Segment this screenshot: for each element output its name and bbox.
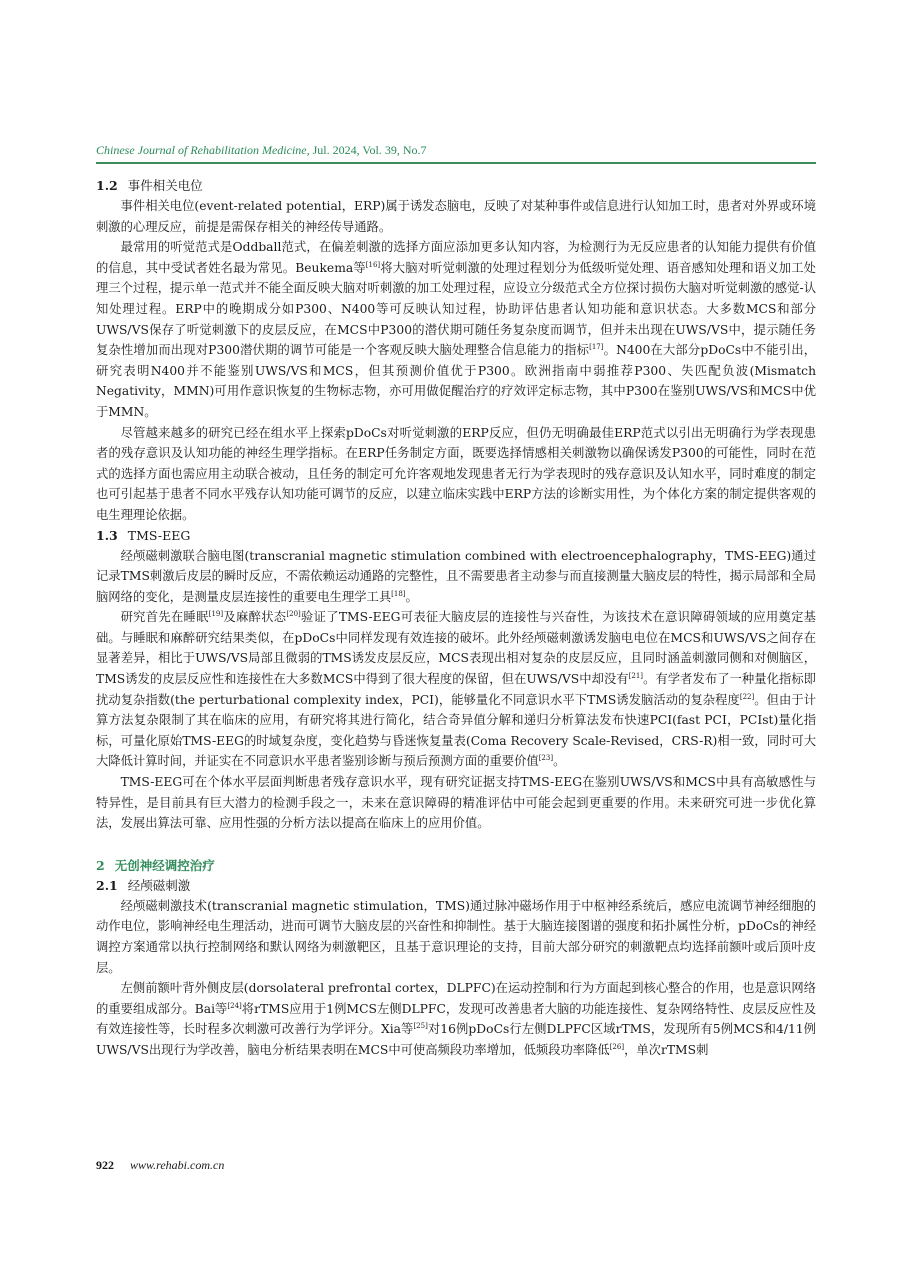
section-gap xyxy=(96,834,816,856)
citation-ref: [16] xyxy=(365,260,381,269)
journal-issue: Jul. 2024, Vol. 39, No.7 xyxy=(309,143,427,157)
citation-ref: [23] xyxy=(538,754,554,763)
citation-ref: [24] xyxy=(227,1001,242,1010)
section-heading-1-3: 1.3 TMS-EEG xyxy=(96,527,191,543)
paragraph: 尽管越来越多的研究已经在组水平上探索pDoCs对听觉刺激的ERP反应，但仍无明确最佳ERP范式以引出无明确行为学表现患者的残存意识及认知功能的神经生理学指标。在ERP任务制定方面，既要选择情感相关刺激物以确保诱发P300的可能性，同时在范式的选择方面也需应用主动联合被动，且任务的制定可允许客观地发现患者无行为学表现时的残存意识及认知水平，同时难度的制定也可引起基于患者不同水平残存认知功能可调节的反应，以建立临床实践中ERP方法的诊断实用性，为个体化方案的制定提供客观的电生理理论依据。 xyxy=(96,425,816,522)
journal-url: www.rehabi.com.cn xyxy=(130,1158,225,1172)
header-rule xyxy=(96,162,816,164)
citation-ref: [26] xyxy=(609,1042,625,1051)
section-heading-1-2: 1.2 事件相关电位 xyxy=(96,178,203,193)
citation-ref: [20] xyxy=(286,610,301,619)
journal-name: Chinese Journal of Rehabilitation Medicine, xyxy=(96,143,310,157)
citation-ref: [22] xyxy=(739,692,755,701)
section-heading-2-1: 2.1 经颅磁刺激 xyxy=(96,877,191,893)
page-footer xyxy=(96,1158,224,1173)
article-body xyxy=(96,176,816,1061)
paragraph: 最常用的听觉范式是Oddball范式，在偏差刺激的选择方面应添加更多认知内容，为检测行为无反应患者的认知能力提供有价值的信息，其中受试者姓名最为常见。Beukema等[16]将大脑对听觉刺激的处理过程划分为低级听觉处理、语音感知处理和语义加工处理三个过程，提示单一范式并不能全面反映大脑对听刺激的加工处理过程，应设立分级范式全方位探讨损伤大脑对听觉刺激的感觉-认知处理过程。ERP中的晚期成分如P300、N400等可反映认知过程，协助评估患者认知功能和意识状态。大多数MCS和部分UWS/VS保存了听觉刺激下的皮层反应，在MCS中P300的潜伏期可随任务复杂度而调节，但并未出现在UWS/VS中，提示随任务复杂性增加而出现对P300潜伏期的调节可能是一个客观反映大脑处理整合信息能力的指标[17]。N400在大部分pDoCs中不能引出，研究表明N400并不能鉴别UWS/VS和MCS，但其预测价值优于P300。欧洲指南中弱推荐P300、失匹配负波(Mismatch Negativity，MMN)可用作意识恢复的生物标志物，亦可用做促醒治疗的疗效评定标志物，其中P300在鉴别UWS/VS和MCS中优于MMN。 xyxy=(96,240,816,419)
citation-ref: [25] xyxy=(413,1022,428,1031)
section-heading-2: 2 无创神经调控治疗 xyxy=(96,857,215,873)
running-header xyxy=(96,143,816,158)
citation-ref: [21] xyxy=(628,671,644,680)
page-number: 922 xyxy=(96,1158,114,1172)
paragraph: TMS-EEG可在个体水平层面判断患者残存意识水平，现有研究证据支持TMS-EEG在鉴别UWS/VS和MCS中具有高敏感性与特异性，是目前具有巨大潜力的检测手段之一，未来在意识障碍的精准评估中可能会起到更重要的作用。未来研究可进一步优化算法，发展出算法可靠、应用性强的分析方法以提高在临床上的应用价值。 xyxy=(96,775,816,831)
paragraph: 经颅磁刺激技术(transcranial magnetic stimulation，TMS)通过脉冲磁场作用于中枢神经系统后，感应电流调节神经细胞的动作电位，影响神经电生理活动，进而可调节大脑皮层的兴奋性和抑制性。基于大脑连接图谱的强度和拓扑属性分析，pDoCs的神经调控方案通常以执行控制网络和默认网络为刺激靶区，且基于意识理论的支持，目前大部分研究的刺激靶点均选择前额叶或后顶叶皮层。 xyxy=(96,898,816,975)
citation-ref: [17] xyxy=(589,343,604,352)
paragraph: 研究首先在睡眠[19]及麻醉状态[20]验证了TMS-EEG可表征大脑皮层的连接性与兴奋性，为该技术在意识障碍领域的应用奠定基础。与睡眠和麻醉研究结果类似，在pDoCs中同样发现有效连接的破坏。此外经颅磁刺激诱发脑电电位在MCS和UWS/VS之间存在显著差异，相比于UWS/VS局部且微弱的TMS诱发皮层反应，MCS表现出相对复杂的皮层反应，且同时涵盖刺激同侧和对侧脑区，TMS诱发的皮层反应性和连接性在大多数MCS中得到了很大程度的保留，但在UWS/VS中却没有[21]。有学者发布了一种量化指标即扰动复杂指数(the perturbational complexity index，PCI)，能够量化不同意识水平下TMS诱发脑活动的复杂程度[22]。但由于计算方法复杂限制了其在临床的应用，有研究将其进行简化，结合奇异值分解和递归分析算法发布快速PCI(fast PCI，PCIst)量化指标，可量化原始TMS-EEG的时域复杂度，变化趋势与昏迷恢复量表(Coma Recovery Scale-Revised，CRS-R)相一致，同时可大大降低计算时间，并证实在不同意识水平患者鉴别诊断与预后预测方面的重要价值[23]。 xyxy=(96,610,816,769)
paragraph: 左侧前额叶背外侧皮层(dorsolateral prefrontal cortex，DLPFC)在运动控制和行为方面起到核心整合的作用，也是意识网络的重要组成部分。Bai等[24]将rTMS应用于1例MCS左侧DLPFC，发现可改善患者大脑的功能连接性、复杂网络特性、皮层反应性及有效连接性等，长时程多次刺激可改善行为学评分。Xia等[25]对16例pDoCs行左侧DLPFC区域rTMS，发现所有5例MCS和4/11例UWS/VS出现行为学改善，脑电分析结果表明在MCS中可使高频段功率增加，低频段功率降低[26]，单次rTMS刺 xyxy=(96,981,816,1057)
paragraph: 事件相关电位(event-related potential，ERP)属于诱发态脑电，反映了对某种事件或信息进行认知加工时，患者对外界或环境刺激的心理反应，前提是需保存相关的神经传导通路。 xyxy=(96,199,816,234)
paragraph: 经颅磁刺激联合脑电图(transcranial magnetic stimulation combined with electroencephalography，TMS-EEG)通过记录TMS刺激后皮层的瞬时反应，不需依赖运动通路的完整性，且不需要患者主动参与而直接测量大脑皮层的特性，揭示局部和全局脑网络的变化，是测量皮层连接性的重要电生理学工具[18]。 xyxy=(96,548,816,604)
citation-ref: [18] xyxy=(391,589,406,598)
citation-ref: [19] xyxy=(208,610,224,619)
